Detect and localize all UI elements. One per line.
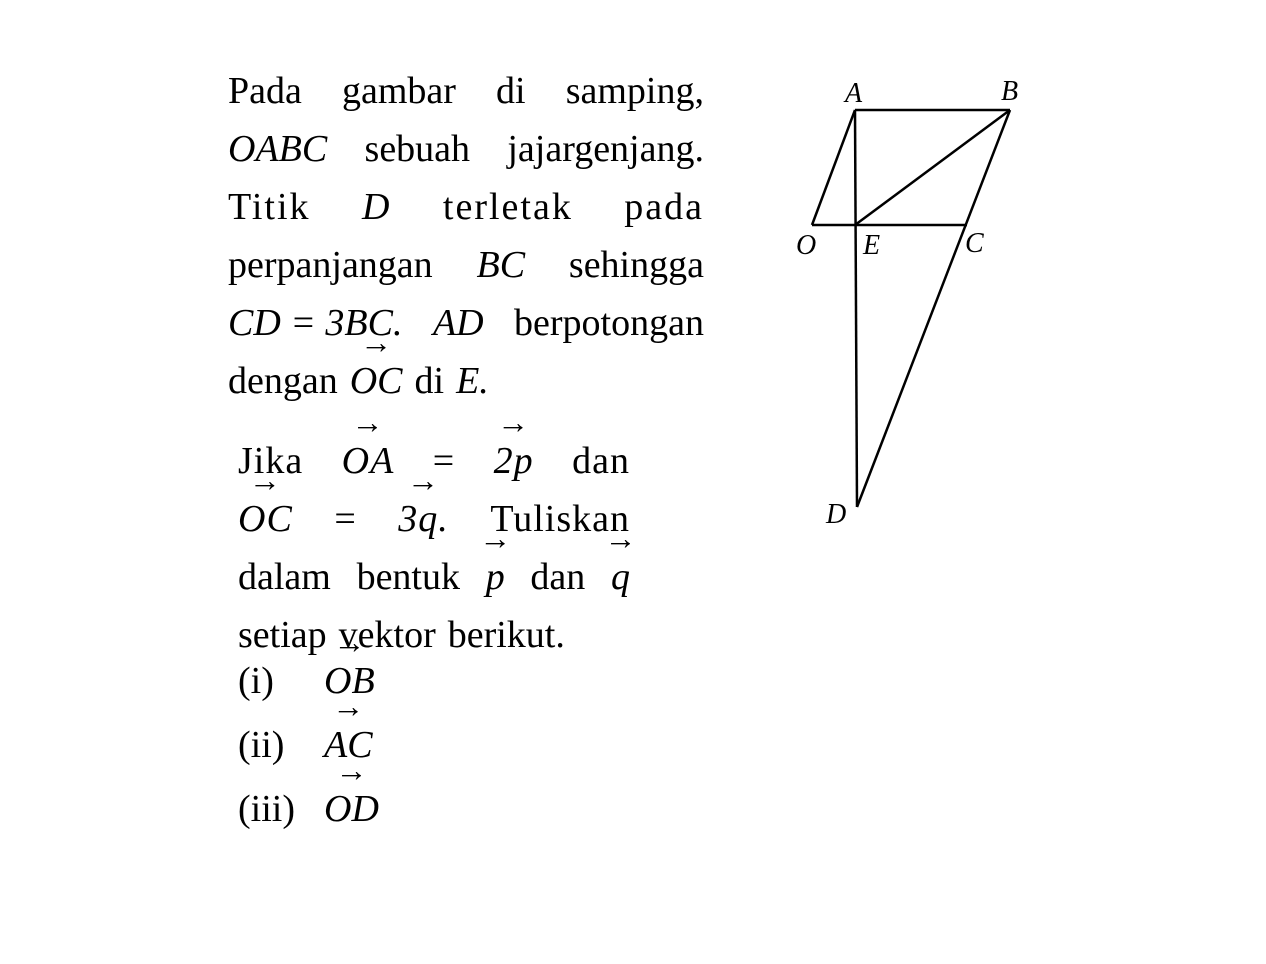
intro-line-5 xyxy=(228,294,704,352)
word: E. xyxy=(456,360,489,402)
word: AD xyxy=(432,302,484,344)
segment-ad xyxy=(855,110,857,507)
equals-sign: = xyxy=(432,440,456,482)
intro-line-2 xyxy=(228,120,704,178)
word: BC xyxy=(476,244,526,286)
word: di xyxy=(414,360,445,402)
intro-line-6 xyxy=(228,352,704,410)
list-item xyxy=(238,652,538,716)
word: perpanjangan xyxy=(228,244,433,286)
vector-q: → q xyxy=(611,548,630,606)
point-label-b: B xyxy=(1001,76,1019,107)
list-item xyxy=(238,780,538,844)
vector-p: → p xyxy=(486,548,505,606)
item-number: (ii) xyxy=(238,724,285,766)
vector-2p: → 2p xyxy=(494,432,534,490)
word: berpotongan xyxy=(514,302,704,344)
segment-oa xyxy=(812,110,855,225)
word: OABC xyxy=(228,128,328,170)
word: bentuk xyxy=(356,556,460,598)
vector-ob: → OB xyxy=(324,652,375,710)
intro-line-4 xyxy=(228,236,704,294)
point-label-a: A xyxy=(845,78,863,109)
point-label-c: C xyxy=(965,228,984,259)
word: Jika xyxy=(238,440,304,482)
word: Pada xyxy=(228,70,302,112)
word: setiap xyxy=(238,614,327,656)
intro-line-3 xyxy=(228,178,704,236)
problem-intro xyxy=(228,62,704,410)
word: Titik xyxy=(228,186,311,228)
word: dalam xyxy=(238,556,331,598)
vector-list xyxy=(238,652,538,844)
word: dan xyxy=(572,440,630,482)
word: D xyxy=(362,186,392,228)
word: pada xyxy=(624,186,704,228)
problem-question xyxy=(238,432,630,664)
question-line-2 xyxy=(238,490,630,548)
word: jajargenjang. xyxy=(507,128,704,170)
word: sehingga xyxy=(568,244,704,286)
word: Tuliskan xyxy=(490,498,630,540)
vector-oc: → OC xyxy=(350,352,403,410)
equation: CD = 3BC. xyxy=(228,302,403,344)
parallelogram-diagram xyxy=(780,60,1060,540)
word: berikut. xyxy=(447,614,565,656)
vector-oa: → OA xyxy=(342,432,395,490)
word: gambar xyxy=(341,70,456,112)
word: terletak xyxy=(442,186,573,228)
word: dengan xyxy=(228,360,338,402)
list-item xyxy=(238,716,538,780)
intro-line-1 xyxy=(228,62,704,120)
word: di xyxy=(496,70,526,112)
segment-bd xyxy=(857,110,1010,507)
equals-sign: = xyxy=(334,498,357,540)
item-number: (iii) xyxy=(238,788,295,830)
word: vektor xyxy=(338,614,436,656)
vector-ac: → AC xyxy=(324,716,373,774)
item-number: (i) xyxy=(238,660,274,702)
vector-od: → OD xyxy=(324,780,379,838)
word: sebuah xyxy=(364,128,471,170)
point-label-o: O xyxy=(796,230,817,261)
vector-oc: → OC xyxy=(238,490,293,548)
vector-3q: → 3q. xyxy=(398,490,449,548)
question-line-3 xyxy=(238,548,630,606)
word: samping, xyxy=(565,70,704,112)
word: dan xyxy=(530,556,586,598)
point-label-e: E xyxy=(863,230,881,261)
point-label-d: D xyxy=(826,499,847,530)
